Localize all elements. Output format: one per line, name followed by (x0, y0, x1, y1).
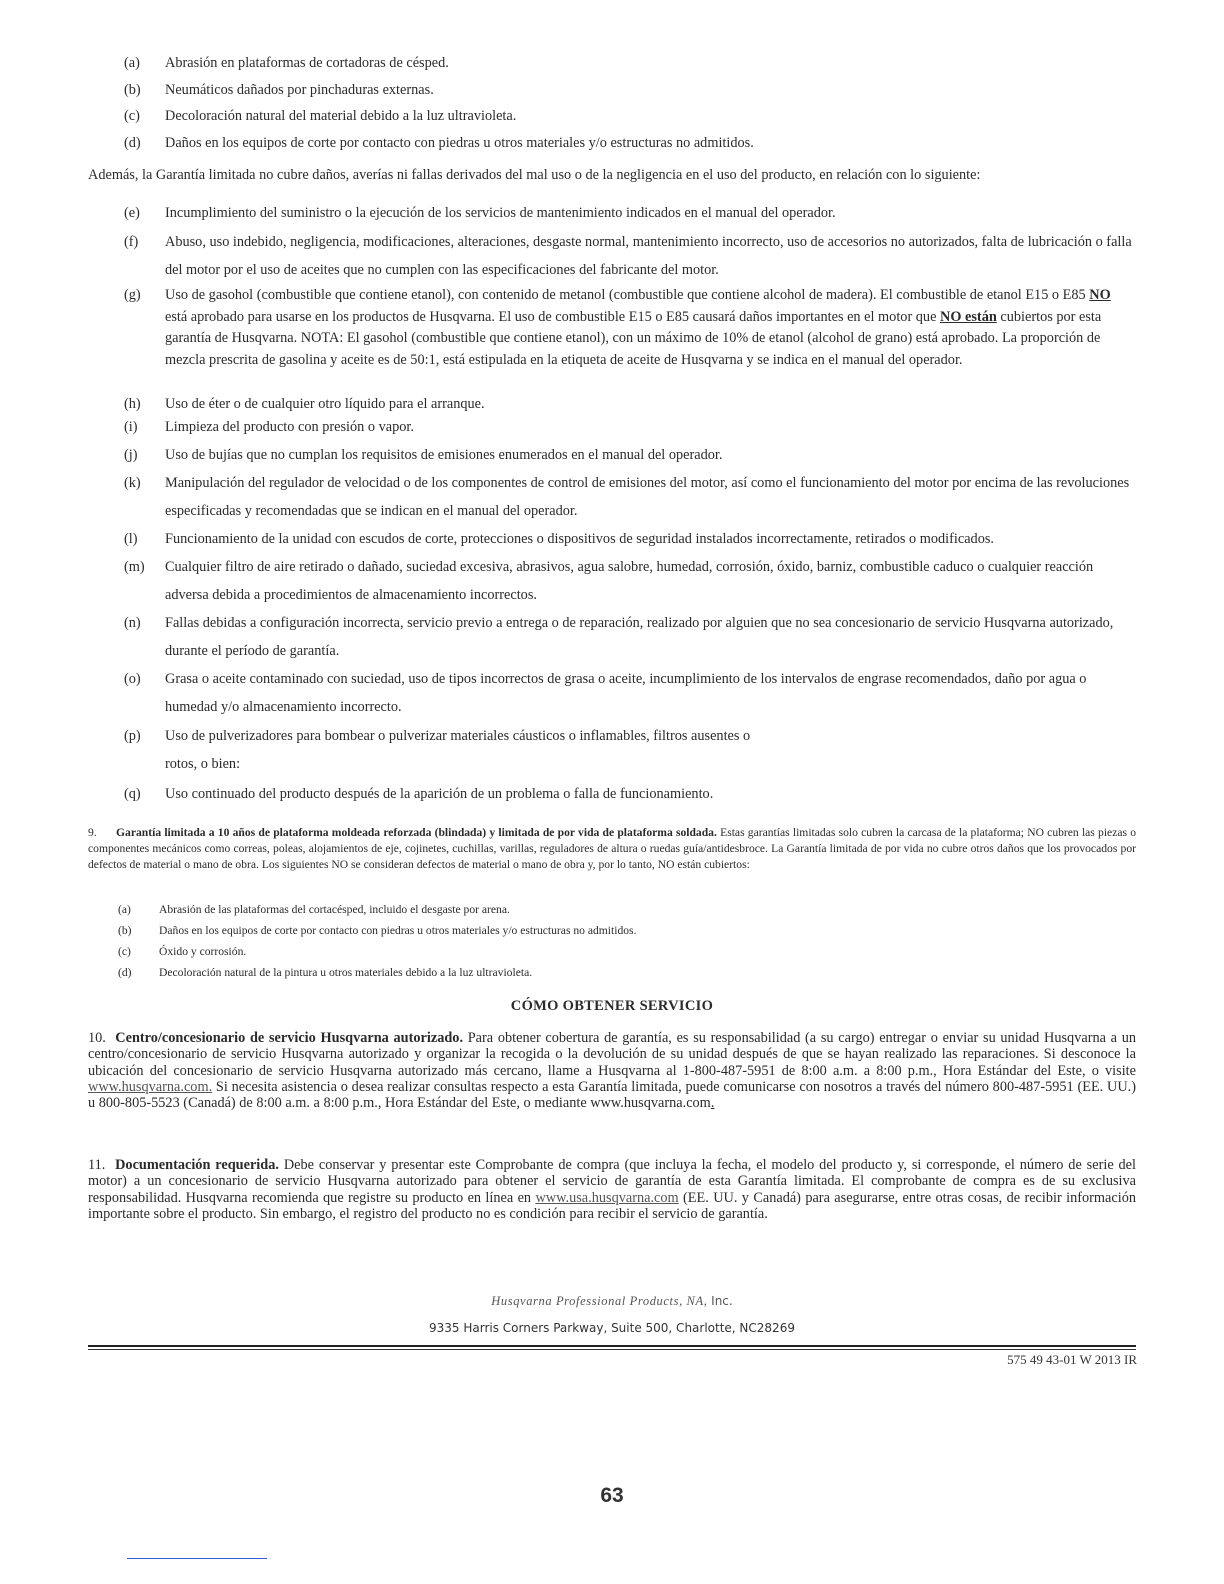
list-item: (e) Incumplimiento del suministro o la ejecución de los servicios de mantenimiento indicados en el manual del operador. (124, 205, 836, 221)
list-item: (a) Abrasión de las plataformas del cortacésped, incluido el desgaste por arena. (118, 903, 510, 916)
list-item: (m) Cualquier filtro de aire retirado o dañado, suciedad excesiva, abrasivos, agua salobre, humedad, corrosión, óxido, barniz, combustible caduco o cualquier reacción adversa debida a procedimientos de almacenamiento incorrectos. (124, 559, 1094, 603)
exclusions-list-4 (88, 441, 1136, 721)
list-item: (n) Fallas debidas a configuración incorrecta, servicio previo a entrega o de reparación, realizado por alguien que no sea concesionario de servicio Husqvarna autorizado, durante el período de garantía. (124, 615, 1114, 659)
paragraph-10: 10. Centro/concesionario de servicio Husqvarna autorizado. Para obtener cobertura de garantía, es su responsabilidad (a su cargo) entregar o enviar su unidad Husqvarna a un centro/concesionario de servicio Husqvarna autorizado y organizar la recogida o la devolución de su unidad después de que se hayan realizado las reparaciones. Si desconoce la ubicación del concesionario de servicio Husqvarna autorizado más cercano, llame a Husqvarna al 1-800-487-5951 de 8:00 a.m. a 8:00 p.m., Hora Estándar del Este, o visite www.husqvarna.com. Si necesita asistencia o desea realizar consultas respecto a esta Garantía limitada, puede comunicarse con nosotros a través del número 800-487-5951 (EE. UU.) u 800-805-5523 (Canadá) de 8:00 a.m. a 8:00 p.m., Hora Estándar del Este, o mediante www.husqvarna.com. (88, 1030, 1136, 1112)
exclusions-list-p (88, 722, 1136, 778)
blue-line (127, 1558, 267, 1559)
list-item: (b) Daños en los equipos de corte por contacto con piedras u otros materiales y/o estructuras no admitidos. (118, 924, 637, 937)
paragraph-11-heading: Documentación requerida. (115, 1157, 279, 1173)
exclusions-list-3 (88, 393, 1136, 439)
list-item: (i) Limpieza del producto con presión o vapor. (124, 419, 414, 435)
exclusions-list-q (88, 780, 1136, 808)
paragraph-11: 11. Documentación requerida. Debe conservar y presentar este Comprobante de compra (que incluya la fecha, el modelo del producto y, si corresponde, el número de serie del motor) a un concesionario de servicio Husqvarna autorizado para obtener el servicio de garantía de esta Garantía limitada. El comprobante de compra es de su exclusiva responsabilidad. Husqvarna recomienda que registre su producto en línea en www.usa.husqvarna.com (EE. UU. y Canadá) para asegurarse, entre otras cosas, de recibir información importante sobre el producto. Sin embargo, el registro del producto no es condición para recibir el servicio de garantía. (88, 1157, 1136, 1222)
list-item: (q) Uso continuado del producto después de la aparición de un problema o falla de funcionamiento. (124, 786, 714, 802)
list-item: (a) Abrasión en plataformas de cortadoras de césped. (124, 55, 449, 71)
footer-address: 9335 Harris Corners Parkway, Suite 500, Charlotte, NC28269 (429, 1321, 795, 1335)
list-item: (c) Decoloración natural del material debido a la luz ultravioleta. (124, 108, 517, 124)
section-9-paragraph: 9. Garantía limitada a 10 años de plataforma moldeada reforzada (blindada) y limitada de por vida de plataforma soldada. Estas garantías limitadas solo cubren la carcasa de la plataforma; NO cubren las piezas o componentes mecánicos como correas, poleas, alojamientos de eje, cojinetes, cuchillas, varillas, reguladores de altura o ruedas guía/antidesbroce. La Garantía limitada de por vida no cubre otros daños que los provocados por defectos de material o mano de obra. Los siguientes NO se consideran defectos de material o mano de obra y, por lo tanto, NO están cubiertos: (88, 826, 1137, 871)
page-number: 63 (600, 1484, 624, 1507)
list-item: (l) Funcionamiento de la unidad con escudos de corte, protecciones o dispositivos de seguridad instalados incorrectamente, retirados o modificados. (124, 531, 994, 547)
list-item: (j) Uso de bujías que no cumplan los requisitos de emisiones enumerados en el manual del operador. (124, 447, 723, 463)
list-item-p: (p) Uso de pulverizadores para bombear o pulverizar materiales cáusticos o inflamables, filtros ausentes o rotos, o bien: (124, 728, 751, 772)
exclusions-list-1 (88, 50, 1136, 156)
exclusions-list-2 (88, 200, 1136, 284)
list-item: (f) Abuso, uso indebido, negligencia, modificaciones, alteraciones, desgaste normal, mantenimiento incorrecto, uso de accesorios no autorizados, falta de lubricación o falla del motor por el uso de aceites que no cumplen con las especificaciones del fabricante del motor. (124, 234, 1132, 278)
list-item: (c) Óxido y corrosión. (118, 945, 247, 958)
intro-paragraph: Además, la Garantía limitada no cubre daños, averías ni fallas derivados del mal uso o de la negligencia en el uso del producto, en relación con lo siguiente: (88, 167, 981, 183)
exclusions-list-g (88, 285, 1136, 371)
list-item: (h) Uso de éter o de cualquier otro líquido para el arranque. (124, 396, 485, 412)
list-item-g: (g) Uso de gasohol (combustible que contiene etanol), con contenido de metanol (combustible que contiene alcohol de madera). El combustible de etanol E15 o E85 NO está aprobado para usarse en los productos de Husqvarna. El uso de combustible E15 o E85 causará daños importantes en el motor que NO están cubiertos por esta garantía de Husqvarna. NOTA: El gasohol (combustible que contiene etanol), con un máximo de 10% de etanol (alcohol de grano) está aprobado. La proporción de mezcla prescrita de gasolina y aceite es de 50:1, está estipulada en la etiqueta de aceite de Husqvarna y se indica en el manual del operador. (124, 287, 1111, 368)
husqvarna-usa-link[interactable]: www.usa.husqvarna.com (535, 1189, 679, 1206)
service-title: CÓMO OBTENER SERVICIO (510, 998, 714, 1014)
husqvarna-link[interactable]: www.husqvarna.com. (88, 1078, 213, 1095)
section-9-heading: Garantía limitada a 10 años de plataforma moldeada reforzada (blindada) y limitada de por vida de plataforma soldada. (116, 826, 717, 839)
footer-rule-thin (88, 1349, 1136, 1350)
list-item: (d) Decoloración natural de la pintura u otros materiales debido a la luz ultravioleta. (118, 966, 533, 979)
footer-company: Husqvarna Professional Products, NA, Inc. (491, 1294, 733, 1308)
section-9-list (88, 899, 1136, 983)
list-item: (k) Manipulación del regulador de velocidad o de los componentes de control de emisiones del motor, así como el funcionamiento del motor por encima de las revoluciones especificadas y recomendadas que se indican en el manual del operador. (124, 475, 1130, 519)
list-item: (o) Grasa o aceite contaminado con suciedad, uso de tipos incorrectos de grasa o aceite, incumplimiento de los intervalos de engrase recomendados, daño por agua o humedad y/o almacenamiento incorrecto. (124, 671, 1087, 715)
list-item: (d) Daños en los equipos de corte por contacto con piedras u otros materiales y/o estructuras no admitidos. (124, 134, 754, 151)
footer-rule (88, 1345, 1136, 1347)
list-item: (b) Neumáticos dañados por pinchaduras externas. (124, 81, 434, 98)
paragraph-10-heading: Centro/concesionario de servicio Husqvarna autorizado. (115, 1030, 464, 1046)
document-number: 575 49 43-01 W 2013 IR (1007, 1352, 1137, 1367)
